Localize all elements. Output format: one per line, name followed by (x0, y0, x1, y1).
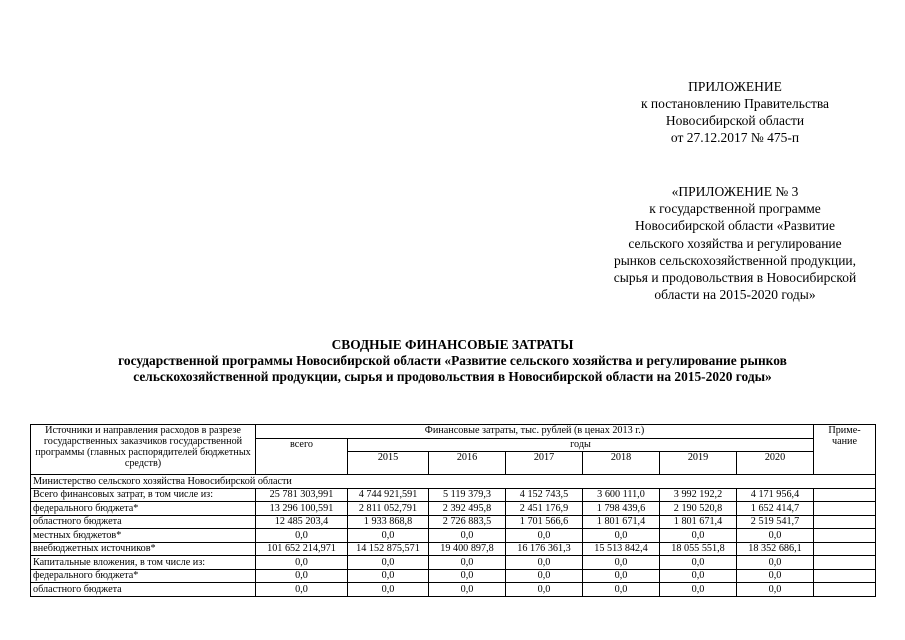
cell-year-value: 0,0 (506, 529, 583, 543)
table-row (31, 556, 876, 570)
row-label: Капитальные вложения, в том числе из: (31, 556, 256, 570)
cell-year-value: 0,0 (429, 529, 506, 543)
appendix-3-line: рынков сельскохозяйственной продукции, (613, 252, 857, 268)
cell-year-value: 1 933 868,8 (348, 515, 429, 529)
cell-total: 25 781 303,991 (256, 488, 348, 502)
cell-year-value: 18 055 551,8 (660, 542, 737, 556)
cell-year-value: 0,0 (660, 556, 737, 570)
appendix-3-line: Новосибирской области «Развитие (635, 218, 835, 234)
cell-year-value: 0,0 (660, 529, 737, 543)
appendix-line: ПРИЛОЖЕНИЕ (688, 79, 782, 94)
cell-year-value: 19 400 897,8 (429, 542, 506, 556)
cell-year-value: 0,0 (348, 556, 429, 570)
cell-total: 0,0 (256, 569, 348, 583)
cell-year-value: 16 176 361,3 (506, 542, 583, 556)
cell-year-value: 1 701 566,6 (506, 515, 583, 529)
cell-year-value: 2 726 883,5 (429, 515, 506, 529)
appendix-3-line: сырья и продовольствия в Новосибирской (613, 270, 857, 286)
cell-year-value: 1 798 439,6 (583, 502, 660, 516)
row-label: федерального бюджета* (31, 502, 256, 516)
cell-year-value: 2 190 520,8 (660, 502, 737, 516)
title-line-2: государственной программы Новосибирской области «Развитие сельского хозяйства и регулирование рынков (118, 353, 787, 369)
table-row (31, 502, 876, 516)
cell-note (814, 542, 876, 556)
row-label: областного бюджета (31, 515, 256, 529)
cell-year-value: 3 600 111,0 (583, 488, 660, 502)
row-label: Всего финансовых затрат, в том числе из: (31, 488, 256, 502)
cell-year-value: 3 992 192,2 (660, 488, 737, 502)
row-label: федерального бюджета* (31, 569, 256, 583)
cell-year-value: 0,0 (660, 569, 737, 583)
cell-year-value: 0,0 (737, 583, 814, 597)
header-year: 2018 (583, 452, 660, 475)
cell-year-value: 0,0 (506, 569, 583, 583)
header-total: всего (256, 438, 348, 475)
table-row (31, 583, 876, 597)
header-year: 2019 (660, 452, 737, 475)
header-costs: Финансовые затраты, тыс. рублей (в ценах 2013 г.) (256, 425, 814, 439)
table-body (31, 488, 876, 596)
row-label: местных бюджетов* (31, 529, 256, 543)
table-row (31, 569, 876, 583)
cell-year-value: 1 801 671,4 (660, 515, 737, 529)
table-row (31, 529, 876, 543)
cell-year-value: 0,0 (429, 569, 506, 583)
cell-year-value: 2 451 176,9 (506, 502, 583, 516)
appendix-line: Новосибирской области (665, 113, 805, 128)
section-row (31, 475, 876, 489)
cell-year-value: 0,0 (348, 583, 429, 597)
cell-total: 0,0 (256, 529, 348, 543)
cell-note (814, 515, 876, 529)
cell-total: 101 652 214,971 (256, 542, 348, 556)
cell-year-value: 4 152 743,5 (506, 488, 583, 502)
cell-year-value: 15 513 842,4 (583, 542, 660, 556)
cell-year-value: 14 152 875,571 (348, 542, 429, 556)
title-line-3: сельскохозяйственной продукции, сырья и продовольствия в Новосибирской области на 2015-2020 годы» (133, 369, 772, 385)
appendix-3-line: «ПРИЛОЖЕНИЕ № 3 (671, 184, 799, 199)
cell-note (814, 529, 876, 543)
cell-year-value: 2 392 495,8 (429, 502, 506, 516)
header-year: 2020 (737, 452, 814, 475)
cell-year-value: 0,0 (583, 556, 660, 570)
cell-note (814, 569, 876, 583)
cell-year-value: 0,0 (348, 529, 429, 543)
cell-year-value: 4 744 921,591 (348, 488, 429, 502)
appendix-line: к постановлению Правительства (640, 96, 830, 111)
cell-total: 13 296 100,591 (256, 502, 348, 516)
header-year: 2015 (348, 452, 429, 475)
financial-costs-table (30, 424, 876, 597)
header-sources: Источники и направления расходов в разрезе государственных заказчиков государственной программы (главных распорядителей бюджетных средств) (31, 425, 256, 475)
cell-total: 0,0 (256, 583, 348, 597)
cell-year-value: 2 519 541,7 (737, 515, 814, 529)
appendix-3-line: области на 2015-2020 годы» (654, 287, 816, 303)
cell-year-value: 0,0 (583, 529, 660, 543)
cell-year-value: 0,0 (737, 529, 814, 543)
cell-total: 0,0 (256, 556, 348, 570)
row-label: внебюджетных источников* (31, 542, 256, 556)
cell-year-value: 1 652 414,7 (737, 502, 814, 516)
cell-year-value: 0,0 (583, 583, 660, 597)
cell-year-value: 0,0 (429, 556, 506, 570)
cell-note (814, 502, 876, 516)
document-title (30, 337, 875, 386)
section-title: Министерство сельского хозяйства Новосибирской области (31, 475, 876, 489)
cell-year-value: 0,0 (506, 556, 583, 570)
cell-note (814, 488, 876, 502)
cell-year-value: 5 119 379,3 (429, 488, 506, 502)
cell-year-value: 0,0 (737, 556, 814, 570)
appendix-3-line: сельского хозяйства и регулирование (628, 235, 842, 251)
header-note: Приме-чание (814, 425, 876, 475)
cell-note (814, 583, 876, 597)
header-year: 2017 (506, 452, 583, 475)
table-row (31, 488, 876, 502)
cell-year-value: 0,0 (429, 583, 506, 597)
header-years: годы (348, 438, 814, 452)
header-year: 2016 (429, 452, 506, 475)
cell-year-value: 0,0 (660, 583, 737, 597)
cell-year-value: 0,0 (348, 569, 429, 583)
cell-year-value: 4 171 956,4 (737, 488, 814, 502)
appendix-3-header (580, 183, 890, 303)
cell-year-value: 0,0 (506, 583, 583, 597)
cell-year-value: 2 811 052,791 (348, 502, 429, 516)
row-label: областного бюджета (31, 583, 256, 597)
cell-year-value: 1 801 671,4 (583, 515, 660, 529)
table-row (31, 515, 876, 529)
title-line-1: СВОДНЫЕ ФИНАНСОВЫЕ ЗАТРАТЫ (331, 337, 574, 352)
appendix-line: от 27.12.2017 № 475-п (670, 130, 800, 145)
cell-total: 12 485 203,4 (256, 515, 348, 529)
cell-year-value: 18 352 686,1 (737, 542, 814, 556)
table-header-row (31, 425, 876, 439)
appendix-header (600, 78, 870, 146)
table-row (31, 542, 876, 556)
cell-note (814, 556, 876, 570)
cell-year-value: 0,0 (737, 569, 814, 583)
cell-year-value: 0,0 (583, 569, 660, 583)
appendix-3-line: к государственной программе (649, 201, 821, 217)
